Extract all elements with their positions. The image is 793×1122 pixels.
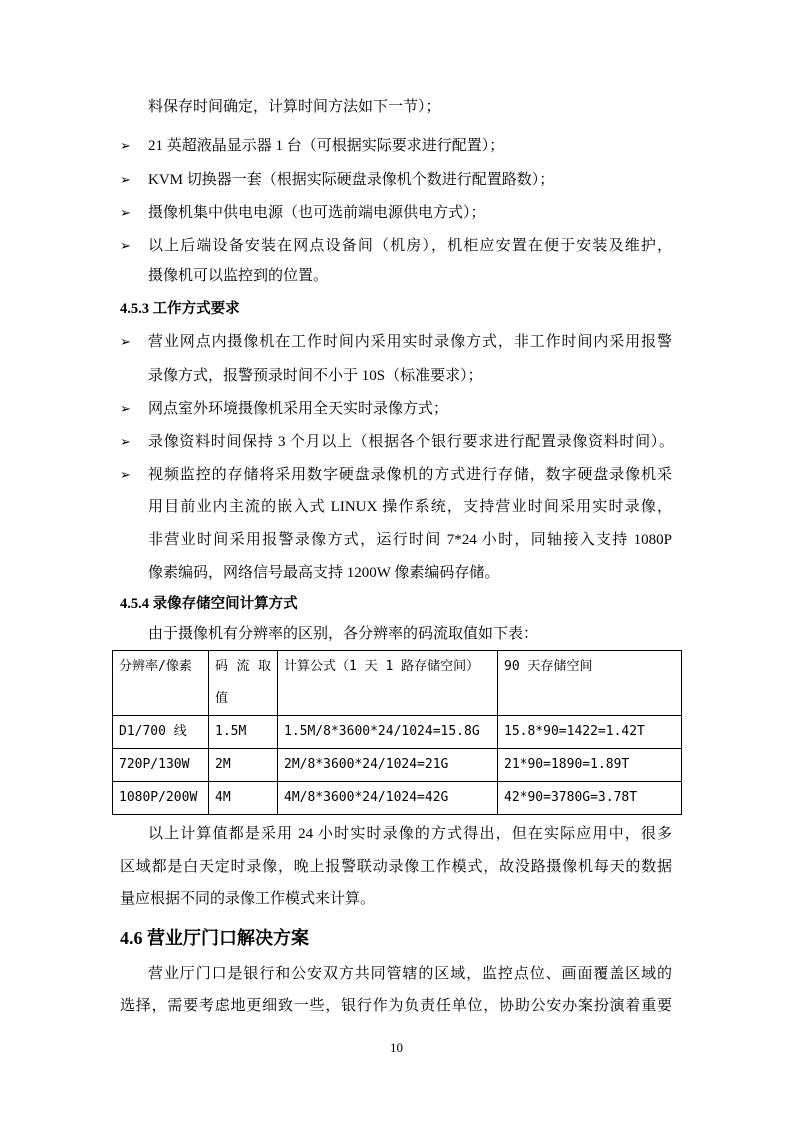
table-cell: 1080P/200W [113,782,209,815]
table-cell: 2M [209,749,278,782]
table-row [113,749,682,782]
text-line: 料保存时间确定，计算时间方法如下一节）； [148,99,441,115]
table-row [113,716,682,749]
table-cell: 1.5M/8*3600*24/1024=15.8G [278,716,498,749]
table-cell: 21*90=1890=1.89T [498,749,682,782]
bullet-icon: ➢ [120,172,131,187]
text-line: 以上计算值都是采用 24 小时实时录像的方式得出，但在实际应用中，很多 [148,826,672,842]
section-heading: 4.5.3 工作方式要求 [120,301,240,317]
list-item-cont: 像素编码，网络信号最高支持 1200W 像素编码存储。 [148,565,500,581]
list-item: 视频监控的存储将采用数字硬盘录像机的方式进行存储，数字硬盘录像机采 [148,467,672,483]
list-item: 以上后端设备安装在网点设备间（机房），机柜应安置在便于安装及维护， [148,238,672,254]
list-item: 摄像机集中供电电源（也可选前端电源供电方式）； [148,205,486,221]
list-item: 21 英超液晶显示器 1 台（可根据实际要求进行配置）； [148,138,505,154]
list-item: 网点室外环境摄像机采用全天实时录像方式； [148,401,449,417]
bullet-icon: ➢ [120,138,131,153]
section-heading: 4.5.4 录像存储空间计算方式 [120,596,298,612]
section-heading: 4.6 营业厅门口解决方案 [120,928,309,948]
table-cell: 2M/8*3600*24/1024=21G [278,749,498,782]
table-header: 90 天存储空间 [498,651,682,716]
bullet-icon: ➢ [120,238,131,253]
table-cell: 15.8*90=1422=1.42T [498,716,682,749]
table-row [113,782,682,815]
list-item: KVM 切换器一套（根据实际硬盘录像机个数进行配置路数）； [148,172,555,188]
text-line: 选择，需要考虑地更细致一些，银行作为负责任单位，协助公安办案扮演着重要 [120,998,672,1014]
bullet-icon: ➢ [120,205,131,220]
text-line: 营业厅门口是银行和公安双方共同管辖的区域，监控点位、画面覆盖区域的 [148,966,672,982]
table-header: 码 流 取 值 [209,651,278,716]
bullet-icon: ➢ [120,467,131,482]
table-cell: 1.5M [209,716,278,749]
bullet-icon: ➢ [120,434,131,449]
text-line: 量应根据不同的录像工作模式来计算。 [120,891,376,907]
list-item-cont: 摄像机可以监控到的位置。 [148,268,329,284]
table-header: 计算公式（1 天 1 路存储空间） [278,651,498,716]
list-item-cont: 用目前业内主流的嵌入式 LINUX 操作系统，支持营业时间采用实时录像， [148,499,672,515]
list-item: 录像资料时间保持 3 个月以上（根据各个银行要求进行配置录像资料时间）。 [148,434,674,450]
text-line: 由于摄像机有分辨率的区别，各分辨率的码流取值如下表： [148,626,539,642]
bitrate-table [112,650,682,815]
table-header-row [113,651,682,716]
list-item: 营业网点内摄像机在工作时间内采用实时录像方式，非工作时间内采用报警 [148,334,672,350]
bullet-icon: ➢ [120,401,131,416]
text-line: 区域都是白天定时录像，晚上报警联动录像工作模式，故没路摄像机每天的数据 [120,859,672,875]
table-cell: D1/700 线 [113,716,209,749]
bullet-icon: ➢ [120,334,131,349]
table-header: 分辨率/像素 [113,651,209,716]
list-item-cont: 录像方式，报警预录时间不小于 10S（标准要求）； [148,368,483,384]
table-cell: 720P/130W [113,749,209,782]
table-cell: 4M [209,782,278,815]
table-cell: 4M/8*3600*24/1024=42G [278,782,498,815]
list-item-cont: 非营业时间采用报警录像方式，运行时间 7*24 小时，同轴接入支持 1080P [148,532,672,548]
page-number: 10 [390,1040,403,1055]
table-cell: 42*90=3780G=3.78T [498,782,682,815]
